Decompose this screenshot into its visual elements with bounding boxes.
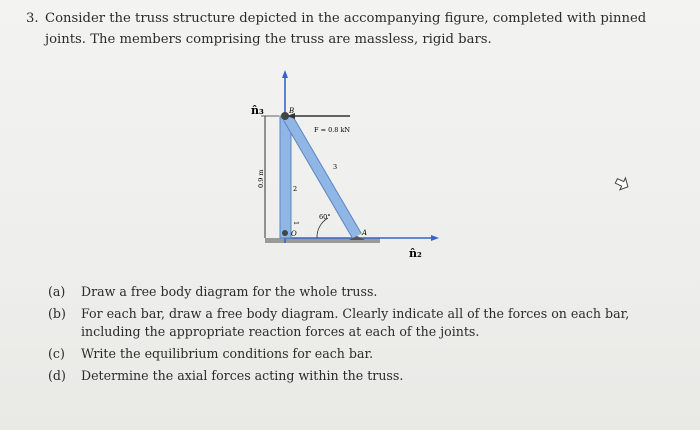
problem-statement xyxy=(26,8,676,50)
part-d-text: Determine the axial forces acting within the truss. xyxy=(81,368,404,383)
dimension-label: 0.9 m xyxy=(257,169,265,188)
joint-A-label: A xyxy=(362,229,368,237)
force-label: F = 0.8 kN xyxy=(314,126,351,134)
part-b-text: For each bar, draw a free body diagram. Clearly indicate all of the forces on each bar, including the appropriate reaction forces at each of the joints. xyxy=(81,306,630,339)
part-b-label: (b) xyxy=(48,306,66,321)
joint-O-label: O xyxy=(291,230,297,238)
n3-arrowhead-icon xyxy=(282,70,288,78)
n2-label: n̂₂ xyxy=(409,247,422,260)
part-c xyxy=(48,345,668,363)
angle-label: 60° xyxy=(319,213,331,221)
pin-O xyxy=(282,230,288,236)
part-b xyxy=(48,305,668,341)
problem-parts xyxy=(48,283,668,389)
angle-arc xyxy=(317,218,328,238)
mouse-cursor-icon xyxy=(614,175,630,191)
n3-label: n̂₃ xyxy=(251,104,264,117)
part-a xyxy=(48,283,668,301)
part-c-text: Write the equilibrium conditions for each bar. xyxy=(81,346,374,361)
problem-text: Consider the truss structure depicted in the accompanying figure, completed with pinned joints. The members comprising the truss are massless, rigid bars. xyxy=(45,11,647,47)
part-c-label: (c) xyxy=(48,346,65,361)
problem-number: 3. xyxy=(26,11,39,26)
part-d xyxy=(48,367,668,385)
truss-figure xyxy=(245,68,445,268)
part-d-label: (d) xyxy=(48,368,66,383)
part-a-label: (a) xyxy=(48,284,66,299)
vertical-bar xyxy=(280,116,291,238)
member-3-label: 3 xyxy=(333,163,338,171)
member-2-label: 2 xyxy=(293,185,298,193)
joint-B-label: B xyxy=(289,107,295,115)
member-1-label: 1 xyxy=(292,221,300,226)
n2-arrowhead-icon xyxy=(431,235,439,241)
truss-diagram xyxy=(245,68,445,268)
part-a-text: Draw a free body diagram for the whole truss. xyxy=(81,284,378,299)
